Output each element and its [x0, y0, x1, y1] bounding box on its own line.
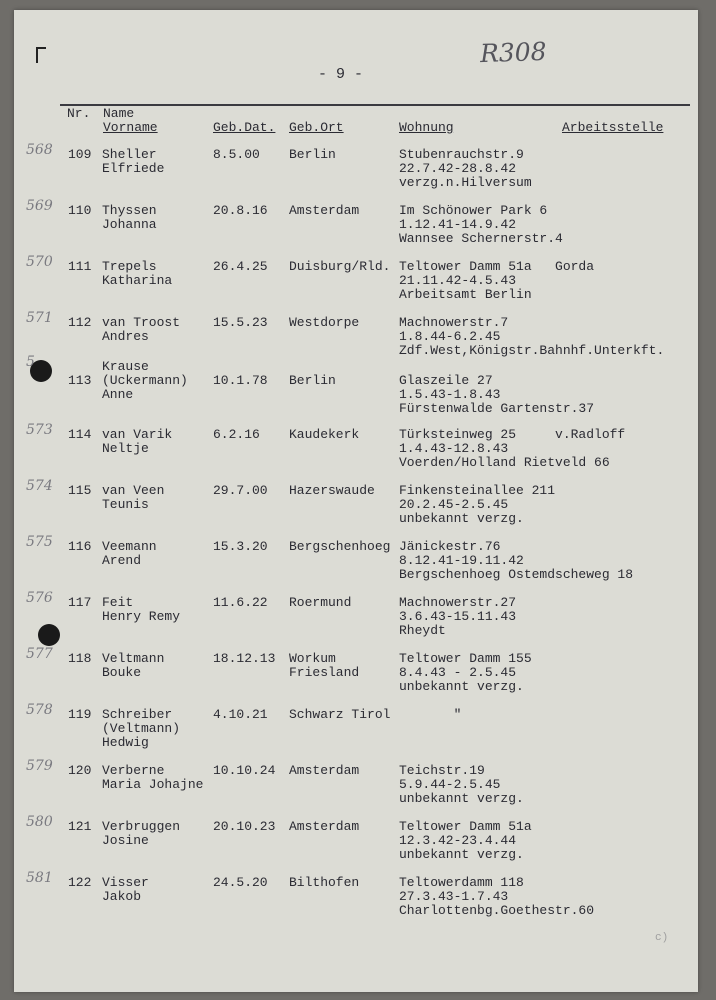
entry-address: Machnowerstr.7 1.8.44-6.2.45 Zdf.West,Königstr.Bahnhf.Unterkft. [399, 315, 665, 358]
margin-number: 581 [26, 870, 53, 886]
table-row [0, 254, 716, 316]
entry-birth-date: 26.4.25 [213, 259, 268, 274]
header-vorname: Vorname [103, 120, 158, 135]
entry-name: Verberne Maria Johajne [102, 763, 204, 792]
margin-number: 580 [26, 814, 53, 830]
entry-address: Teichstr.19 5.9.44-2.5.45 unbekannt verzg. [399, 763, 524, 806]
entry-name: Sheller Elfriede [102, 147, 165, 176]
table-row [0, 702, 716, 764]
table-row [0, 870, 716, 932]
entry-number: 111 [68, 259, 92, 274]
header-geb-ort: Geb.Ort [289, 120, 344, 135]
table-row [0, 534, 716, 596]
entry-name: Krause (Uckermann) Anne [102, 359, 188, 402]
margin-number: 579 [26, 758, 53, 774]
entry-number: 115 [68, 483, 92, 498]
entry-number: 113 [68, 373, 92, 388]
entry-name: Trepels Katharina [102, 259, 173, 288]
entry-birth-place: Berlin [289, 373, 336, 388]
reference-note: R308 [479, 36, 548, 69]
entry-address: Stubenrauchstr.9 22.7.42-28.8.42 verzg.n.Hilversum [399, 147, 532, 190]
header-rule-top [60, 104, 690, 106]
entry-birth-date: 18.12.13 [213, 651, 276, 666]
entry-address: Im Schönower Park 6 1.12.41-14.9.42 Wannsee Schernerstr.4 [399, 203, 563, 246]
page-number: - 9 - [318, 66, 364, 83]
entry-address: Jänickestr.76 8.12.41-19.11.42 Bergschenhoeg Ostemdscheweg 18 [399, 539, 634, 582]
entry-address: Teltower Damm 51a 12.3.42-23.4.44 unbekannt verzg. [399, 819, 532, 862]
entry-birth-place: Hazerswaude [289, 483, 375, 498]
entry-name: Feit Henry Remy [102, 595, 181, 624]
margin-number: 576 [26, 590, 53, 606]
margin-number: 571 [26, 310, 53, 326]
entry-birth-date: 15.5.23 [213, 315, 268, 330]
entry-address: Finkensteinallee 211 20.2.45-2.5.45 unbekannt verzg. [399, 483, 556, 526]
entry-birth-place: Kaudekerk [289, 427, 360, 442]
entry-birth-place: Bergschenhoeg [289, 539, 391, 554]
table-row [0, 198, 716, 260]
entry-number: 119 [68, 707, 92, 722]
header-nr: Nr. [67, 106, 91, 121]
table-row [0, 758, 716, 820]
entry-number: 120 [68, 763, 92, 778]
staple-mark [36, 47, 46, 63]
table-row [0, 590, 716, 652]
table-row [0, 814, 716, 876]
entry-birth-place: Amsterdam [289, 819, 360, 834]
header-arbeitsstelle: Arbeitsstelle [562, 120, 664, 135]
entry-name: Thyssen Johanna [102, 203, 157, 232]
entry-birth-date: 15.3.20 [213, 539, 268, 554]
margin-number: 574 [26, 478, 53, 494]
entry-number: 118 [68, 651, 92, 666]
table-row [0, 646, 716, 708]
margin-number: 5 [26, 354, 35, 370]
entry-birth-place: Berlin [289, 147, 336, 162]
entry-name: van Veen Teunis [102, 483, 165, 512]
table-row [0, 354, 716, 416]
entry-name: Schreiber (Veltmann) Hedwig [102, 707, 181, 750]
entry-name: Veltmann Bouke [102, 651, 165, 680]
entry-name: Visser Jakob [102, 875, 149, 904]
entry-birth-date: 20.10.23 [213, 819, 276, 834]
header-name: Name [103, 106, 135, 121]
entry-birth-date: 10.10.24 [213, 763, 276, 778]
entry-address: Glaszeile 27 1.5.43-1.8.43 Fürstenwalde Gartenstr.37 [399, 373, 595, 416]
entry-name: van Troost Andres [102, 315, 181, 344]
entry-birth-date: 10.1.78 [213, 373, 268, 388]
entry-birth-place: Schwarz Tirol [289, 707, 391, 722]
margin-number: 578 [26, 702, 53, 718]
corner-note: c) [655, 932, 669, 944]
entry-birth-date: 4.10.21 [213, 707, 268, 722]
table-row [0, 422, 716, 484]
table-row [0, 142, 716, 204]
entry-address: Machnowerstr.27 3.6.43-15.11.43 Rheydt [399, 595, 517, 638]
entry-number: 117 [68, 595, 92, 610]
margin-number: 568 [26, 142, 53, 158]
header-wohnung: Wohnung [399, 120, 454, 135]
entry-number: 112 [68, 315, 92, 330]
entry-name: Veemann Arend [102, 539, 157, 568]
margin-number: 577 [26, 646, 53, 662]
margin-number: 575 [26, 534, 53, 550]
entry-address: Teltower Damm 155 8.4.43 - 2.5.45 unbekannt verzg. [399, 651, 532, 694]
entry-birth-place: Roermund [289, 595, 352, 610]
entry-birth-place: Duisburg/Rld. [289, 259, 391, 274]
entry-number: 116 [68, 539, 92, 554]
header-geb-dat: Geb.Dat. [213, 120, 276, 135]
entry-birth-place: Amsterdam [289, 763, 360, 778]
margin-number: 573 [26, 422, 53, 438]
entry-birth-place: Bilthofen [289, 875, 360, 890]
entry-address: Türksteinweg 25 v.Radloff 1.4.43-12.8.43 Voerden/Holland Rietveld 66 [399, 427, 626, 470]
entry-number: 122 [68, 875, 92, 890]
entry-birth-date: 8.5.00 [213, 147, 260, 162]
margin-number: 570 [26, 254, 53, 270]
entry-birth-date: 24.5.20 [213, 875, 268, 890]
entry-number: 109 [68, 147, 92, 162]
entry-number: 121 [68, 819, 92, 834]
entry-name: Verbruggen Josine [102, 819, 181, 848]
entry-number: 110 [68, 203, 92, 218]
entry-address: Teltowerdamm 118 27.3.43-1.7.43 Charlottenbg.Goethestr.60 [399, 875, 595, 918]
entry-birth-date: 11.6.22 [213, 595, 268, 610]
entry-birth-place: Amsterdam [289, 203, 360, 218]
entry-birth-date: 29.7.00 [213, 483, 268, 498]
entry-birth-place: Workum Friesland [289, 651, 360, 680]
entry-address: " [399, 707, 462, 722]
entry-name: van Varik Neltje [102, 427, 173, 456]
entry-birth-place: Westdorpe [289, 315, 360, 330]
entry-birth-date: 6.2.16 [213, 427, 260, 442]
entry-number: 114 [68, 427, 92, 442]
table-row [0, 478, 716, 540]
margin-number: 569 [26, 198, 53, 214]
entry-address: Teltower Damm 51a Gorda 21.11.42-4.5.43 Arbeitsamt Berlin [399, 259, 595, 302]
entry-birth-date: 20.8.16 [213, 203, 268, 218]
